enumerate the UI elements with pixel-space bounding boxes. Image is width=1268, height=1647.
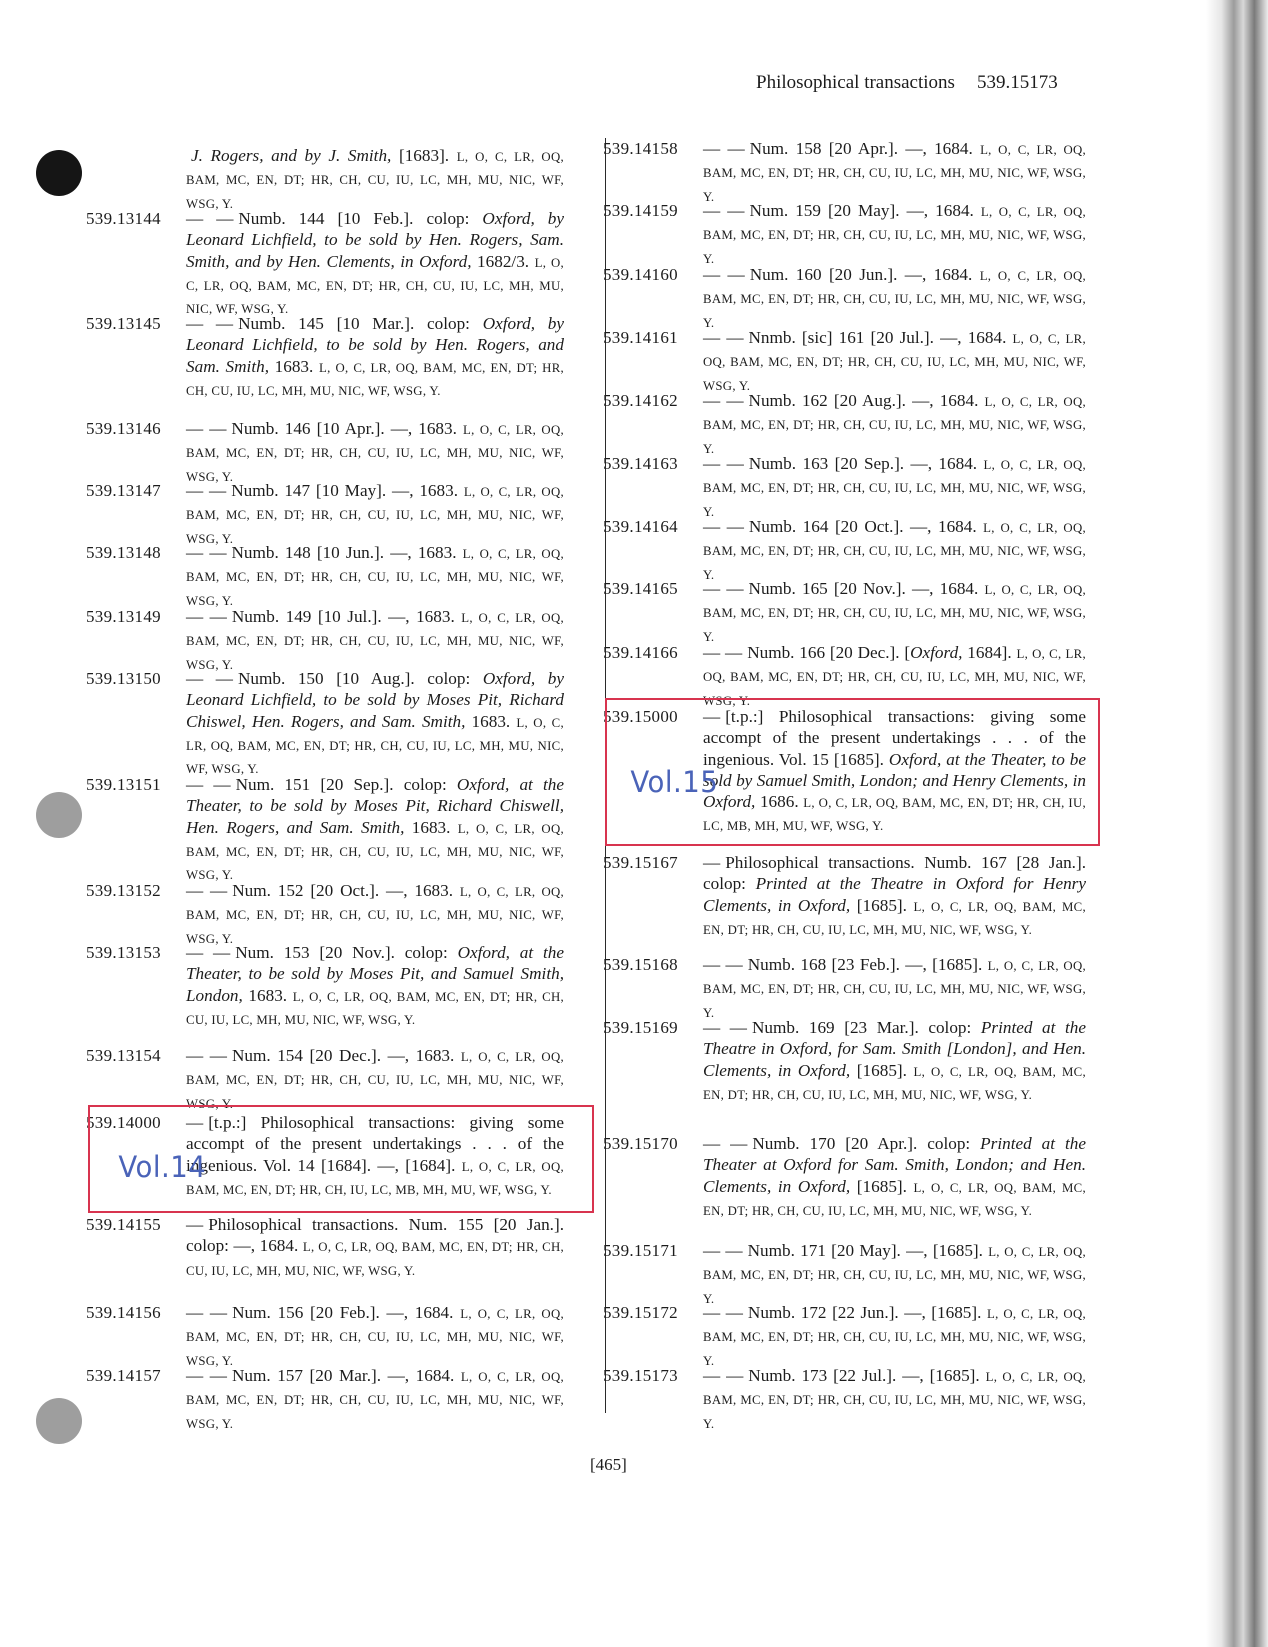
catalogue-entry bbox=[603, 264, 1086, 334]
entry-dash: — — bbox=[703, 1303, 743, 1322]
entry-number: 539.13148 bbox=[86, 543, 161, 562]
catalogue-entry bbox=[603, 1365, 1086, 1435]
entry-holdings: L, O, C, LR, OQ, BAM, MC, EN, DT; HR, CH, CU, IU, LC, MH, MU, NIC, WF, WSG, Y. bbox=[703, 583, 1086, 644]
entry-dash: — — bbox=[186, 943, 231, 962]
entry-title: Num. 160 [20 Jun.]. —, 1684. bbox=[749, 265, 973, 284]
catalogue-entry bbox=[86, 942, 564, 1031]
entry-text bbox=[703, 578, 1086, 648]
catalogue-entry bbox=[86, 145, 564, 215]
entry-dash: — — bbox=[703, 1366, 744, 1385]
catalogue-entry bbox=[603, 453, 1086, 523]
entry-text bbox=[703, 327, 1086, 397]
entry-holdings: L, O, C, LR, OQ, BAM, MC, EN, DT; HR, CH, CU, IU, LC, MH, MU, NIC, WF, WSG, Y. bbox=[703, 269, 1086, 330]
entry-text bbox=[703, 1365, 1086, 1435]
entry-text bbox=[186, 145, 564, 215]
catalogue-entry bbox=[86, 418, 564, 488]
catalogue-entry bbox=[86, 774, 564, 886]
entry-date: 1683. bbox=[269, 356, 314, 376]
entry-number: 539.14165 bbox=[603, 579, 678, 598]
entry-dash: — — bbox=[186, 209, 234, 228]
entry-imprint: J. Rogers, and by J. Smith, bbox=[191, 146, 392, 165]
entry-title: Numb. 164 [20 Oct.]. —, 1684. bbox=[748, 517, 977, 536]
catalogue-entry bbox=[86, 313, 564, 402]
handwritten-vol15-note: Vol.15 bbox=[630, 765, 719, 799]
entry-holdings: L, O, C, LR, OQ, BAM, MC, EN, DT; HR, CH, CU, IU, LC, MH, MU, NIC, WF, WSG, Y. bbox=[186, 423, 564, 484]
entry-text bbox=[186, 418, 564, 488]
entry-number: 539.14156 bbox=[86, 1303, 161, 1322]
entry-number: 539.13152 bbox=[86, 881, 161, 900]
entry-holdings: L, O, C, LR, OQ, BAM, MC, EN, DT; HR, CH, CU, IU, LC, MH, MU, NIC, WF, WSG, Y. bbox=[186, 485, 565, 546]
entry-holdings: L, O, C, LR, OQ, BAM, MC, EN, DT; HR, CH, CU, IU, LC, MH, MU, NIC, WF, WSG, Y. bbox=[703, 395, 1086, 456]
catalogue-entry bbox=[603, 516, 1086, 586]
entry-dash: — — bbox=[703, 139, 745, 158]
entry-number: 539.15170 bbox=[603, 1134, 678, 1153]
entry-date: 1686. bbox=[755, 792, 799, 812]
entry-text bbox=[703, 954, 1086, 1024]
catalogue-entry bbox=[603, 138, 1086, 208]
entry-text bbox=[186, 1365, 564, 1435]
entry-date: 1683. bbox=[404, 817, 451, 837]
catalogue-entry bbox=[86, 542, 564, 612]
entry-imprint: Oxford, bbox=[910, 643, 963, 662]
entry-number: 539.14162 bbox=[603, 391, 678, 410]
entry-title: Numb. 144 [10 Feb.]. colop: bbox=[238, 209, 483, 228]
entry-number: 539.13150 bbox=[86, 669, 161, 688]
entry-number: 539.14155 bbox=[86, 1215, 161, 1234]
entry-dash: — — bbox=[703, 391, 744, 410]
entry-holdings: L, O, C, LR, OQ, BAM, MC, EN, DT; HR, CH, CU, IU, LC, MH, MU, NIC, WF, WSG, Y. bbox=[703, 458, 1087, 519]
entry-imprint: Printed at the Theatre in Oxford for Henry Clements, in Oxford, bbox=[703, 874, 1086, 915]
entry-date: 1682/3. bbox=[471, 251, 530, 271]
entry-title: Numb. 168 [23 Feb.]. —, [1685]. bbox=[747, 955, 983, 974]
entry-number: 539.15172 bbox=[603, 1303, 678, 1322]
entry-title: Numb. 149 [10 Jul.]. —, 1683. bbox=[231, 607, 455, 626]
entry-title: [t.p.:] Philosophical transactions: giving some accompt of the present undertakings . . . of the ingenious. Vol. 15 [1685]. bbox=[703, 707, 1086, 769]
entry-holdings: L, O, C, LR, OQ, BAM, MC, EN, DT; HR, CH, CU, IU, LC, MH, MU, NIC, WF, WSG, Y. bbox=[703, 1307, 1086, 1368]
entry-holdings: L, O, C, LR, OQ, BAM, MC, EN, DT; HR, CH, CU, IU, LC, MH, MU, NIC, WF, WSG, Y. bbox=[186, 360, 565, 398]
entry-title: Numb. 145 [10 Mar.]. colop: bbox=[238, 314, 483, 333]
entry-number: 539.15167 bbox=[603, 853, 678, 872]
entry-dash: — — bbox=[186, 1366, 227, 1385]
entry-date: [1685]. bbox=[850, 895, 907, 915]
entry-holdings: L, O, C, LR, OQ, BAM, MC, EN, DT; HR, CH, CU, IU, LC, MH, MU, NIC, WF, WSG, Y. bbox=[186, 715, 565, 777]
entry-title: Numb. 173 [22 Jul.]. —, [1685]. bbox=[748, 1366, 980, 1385]
catalogue-entry bbox=[603, 390, 1086, 460]
entry-number: 539.14161 bbox=[603, 328, 678, 347]
entry-number: 539.13153 bbox=[86, 943, 161, 962]
punch-hole bbox=[36, 1398, 82, 1444]
entry-dash: — — bbox=[186, 881, 228, 900]
entry-dash: — bbox=[186, 1113, 204, 1132]
entry-text bbox=[186, 542, 564, 612]
entry-title: Numb. 165 [20 Nov.]. —, 1684. bbox=[748, 579, 979, 598]
entry-dash: — — bbox=[703, 328, 744, 347]
entry-dash: — — bbox=[703, 579, 744, 598]
entry-text bbox=[703, 264, 1086, 334]
entry-title: Num. 156 [20 Feb.]. —, 1684. bbox=[232, 1303, 454, 1322]
entry-text bbox=[703, 1133, 1086, 1222]
page-edge-shadow bbox=[1206, 0, 1268, 1647]
entry-text bbox=[703, 1240, 1086, 1310]
entry-title: [t.p.:] Philosophical transactions: giving some accompt of the present undertakings . . . of the ingenious. Vol. 14 [1684]. —, [1684]. bbox=[186, 1113, 564, 1175]
entry-holdings: L, O, C, LR, OQ, BAM, MC, EN, DT; HR, CH, CU, IU, LC, MH, MU, NIC, WF, WSG, Y. bbox=[186, 1240, 565, 1278]
entry-text bbox=[703, 390, 1086, 460]
entry-number: 539.13151 bbox=[86, 775, 161, 794]
entry-dash: — — bbox=[186, 1303, 228, 1322]
entry-date: 1683. bbox=[465, 711, 511, 731]
entry-date: 1684]. bbox=[962, 643, 1012, 662]
entry-holdings: L, O, C, LR, OQ, BAM, MC, EN, DT; HR, CH, CU, IU, LC, MH, MU, NIC, WF, WSG, Y. bbox=[703, 959, 1086, 1020]
entry-dash: — — bbox=[186, 669, 233, 688]
entry-title: Numb. 171 [20 May]. —, [1685]. bbox=[747, 1241, 983, 1260]
entry-text bbox=[186, 480, 564, 550]
entry-number: 539.14000 bbox=[86, 1113, 161, 1132]
entry-text bbox=[186, 1302, 564, 1372]
entry-number: 539.14158 bbox=[603, 139, 678, 158]
entry-imprint: Oxford, by Leonard Lichfield, to be sold by Hen. Rogers, and Sam. Smith, bbox=[186, 314, 565, 376]
entry-dash: — — bbox=[186, 481, 227, 500]
entry-number: 539.14157 bbox=[86, 1366, 161, 1385]
entry-dash: — bbox=[703, 853, 721, 872]
running-title: Philosophical transactions bbox=[756, 72, 955, 93]
entry-title: Num. 153 [20 Nov.]. colop: bbox=[235, 943, 458, 962]
entry-number: 539.14159 bbox=[603, 201, 678, 220]
entry-holdings: L, O, C, LR, OQ, BAM, MC, EN, DT; HR, CH, IU, LC, MB, MH, MU, WF, WSG, Y. bbox=[703, 796, 1087, 834]
entry-text bbox=[186, 942, 564, 1031]
entry-number: 539.14160 bbox=[603, 265, 678, 284]
punch-hole bbox=[36, 150, 82, 196]
entry-holdings: L, O, C, LR, OQ, BAM, MC, EN, DT; HR, CH, CU, IU, LC, MH, MU, NIC, WF, WSG, Y. bbox=[703, 205, 1087, 266]
catalogue-entry bbox=[86, 1365, 564, 1435]
entry-text bbox=[703, 453, 1086, 523]
entry-title: Numb. 162 [20 Aug.]. —, 1684. bbox=[748, 391, 979, 410]
entry-number: 539.15173 bbox=[603, 1366, 678, 1385]
entry-dash: — — bbox=[703, 643, 743, 662]
entry-number: 539.14163 bbox=[603, 454, 678, 473]
entry-text bbox=[703, 138, 1086, 208]
entry-text bbox=[703, 852, 1086, 941]
entry-title: Num. 157 [20 Mar.]. —, 1684. bbox=[231, 1366, 455, 1385]
entry-text bbox=[186, 1214, 564, 1282]
entry-dash: — — bbox=[186, 543, 227, 562]
entry-title: Num. 151 [20 Sep.]. colop: bbox=[235, 775, 457, 794]
page-number: [465] bbox=[590, 1455, 627, 1474]
entry-text bbox=[703, 1017, 1086, 1106]
entry-number: 539.13154 bbox=[86, 1046, 161, 1065]
punch-hole bbox=[36, 792, 82, 838]
entry-title: Num. 152 [20 Oct.]. —, 1683. bbox=[232, 881, 454, 900]
entry-holdings: L, O, C, LR, OQ, BAM, MC, EN, DT; HR, CH, CU, IU, LC, MH, MU, NIC, WF, WSG, Y. bbox=[186, 255, 565, 317]
catalogue-entry bbox=[86, 1214, 564, 1282]
entry-title: Numb. 147 [10 May]. —, 1683. bbox=[231, 481, 459, 500]
catalogue-entry bbox=[86, 480, 564, 550]
entry-title: Nnmb. [sic] 161 [20 Jul.]. —, 1684. bbox=[748, 328, 1007, 347]
catalogue-entry bbox=[603, 200, 1086, 270]
entry-number: 539.13149 bbox=[86, 607, 161, 626]
entry-date: [1685]. bbox=[850, 1060, 907, 1080]
entry-date: [1683]. bbox=[391, 146, 450, 165]
catalogue-entry bbox=[603, 852, 1086, 941]
entry-holdings: L, O, C, LR, OQ, BAM, MC, EN, DT; HR, CH, CU, IU, LC, MH, MU, NIC, WF, WSG, Y. bbox=[186, 611, 564, 672]
entry-holdings: L, O, C, LR, OQ, BAM, MC, EN, DT; HR, CH, CU, IU, LC, MH, MU, NIC, WF, WSG, Y. bbox=[703, 1370, 1087, 1431]
entry-holdings: L, O, C, LR, OQ, BAM, MC, EN, DT; HR, CH, CU, IU, LC, MH, MU, NIC, WF, WSG, Y. bbox=[703, 899, 1087, 937]
entry-dash: — — bbox=[703, 517, 744, 536]
handwritten-vol14-note: Vol.14 bbox=[118, 1150, 207, 1184]
entry-number: 539.13147 bbox=[86, 481, 161, 500]
entry-holdings: L, O, C, LR, OQ, BAM, MC, EN, DT; HR, CH, CU, IU, LC, MH, MU, NIC, WF, WSG, Y. bbox=[186, 885, 565, 946]
entry-dash: — — bbox=[186, 314, 234, 333]
entry-title: Numb. 170 [20 Apr.]. colop: bbox=[752, 1134, 981, 1153]
entry-holdings: L, O, C, LR, OQ, BAM, MC, EN, DT; HR, CH, CU, IU, LC, MH, MU, NIC, WF, WSG, Y. bbox=[186, 150, 565, 211]
catalogue-entry bbox=[603, 1017, 1086, 1106]
entry-holdings: L, O, C, LR, OQ, BAM, MC, EN, DT; HR, CH, IU, LC, MB, MH, MU, WF, WSG, Y. bbox=[186, 1159, 564, 1197]
entry-text bbox=[703, 1302, 1086, 1372]
entry-holdings: L, O, C, LR, OQ, BAM, MC, EN, DT; HR, CH, CU, IU, LC, MH, MU, NIC, WF, WSG, Y. bbox=[186, 989, 565, 1027]
entry-number: 539.15168 bbox=[603, 955, 678, 974]
entry-date: [1685]. bbox=[850, 1176, 907, 1196]
entry-imprint: Oxford, at the Theater, to be sold by Samuel Smith, London; and Henry Clements, in Oxford, bbox=[703, 749, 1086, 812]
entry-title: Numb. 169 [23 Mar.]. colop: bbox=[751, 1018, 981, 1037]
entry-dash: — — bbox=[186, 419, 227, 438]
entry-holdings: L, O, C, LR, OQ, BAM, MC, EN, DT; HR, CH, CU, IU, LC, MH, MU, NIC, WF, WSG, Y. bbox=[703, 647, 1086, 708]
entry-imprint: Oxford, at the Theater, to be sold by Moses Pit, Richard Chiswell, Hen. Rogers, and Sam. Smith, bbox=[186, 775, 564, 837]
entry-holdings: L, O, C, LR, OQ, BAM, MC, EN, DT; HR, CH, CU, IU, LC, MH, MU, NIC, WF, WSG, Y. bbox=[703, 1245, 1086, 1306]
entry-imprint: Oxford, by Leonard Lichfield, to be sold by Hen. Rogers, Sam. Smith, and by Hen. Clements, in Oxford, bbox=[186, 209, 564, 271]
catalogue-entry bbox=[603, 327, 1086, 397]
entry-title: Numb. 148 [10 Jun.]. —, 1683. bbox=[231, 543, 457, 562]
entry-holdings: L, O, C, LR, OQ, BAM, MC, EN, DT; HR, CH, CU, IU, LC, MH, MU, NIC, WF, WSG, Y. bbox=[703, 1064, 1087, 1102]
entry-holdings: L, O, C, LR, OQ, BAM, MC, EN, DT; HR, CH, CU, IU, LC, MH, MU, NIC, WF, WSG, Y. bbox=[186, 1050, 565, 1111]
entry-number: 539.15000 bbox=[603, 707, 678, 726]
entry-title: Num. 159 [20 May]. —, 1684. bbox=[749, 201, 974, 220]
entry-holdings: L, O, C, LR, OQ, BAM, MC, EN, DT; HR, CH, CU, IU, LC, MH, MU, NIC, WF, WSG, Y. bbox=[703, 332, 1086, 393]
entry-title: Num. 158 [20 Apr.]. —, 1684. bbox=[749, 139, 973, 158]
entry-holdings: L, O, C, LR, OQ, BAM, MC, EN, DT; HR, CH, CU, IU, LC, MH, MU, NIC, WF, WSG, Y. bbox=[703, 521, 1087, 582]
entry-dash: — — bbox=[703, 201, 745, 220]
entry-text bbox=[186, 880, 564, 950]
entry-date: 1683. bbox=[242, 985, 288, 1005]
entry-title: Numb. 166 [20 Dec.]. [ bbox=[747, 643, 911, 662]
entry-number: 539.13146 bbox=[86, 419, 161, 438]
entry-holdings: L, O, C, LR, OQ, BAM, MC, EN, DT; HR, CH, CU, IU, LC, MH, MU, NIC, WF, WSG, Y. bbox=[186, 1307, 565, 1368]
entry-number: 539.14164 bbox=[603, 517, 678, 536]
catalogue-entry bbox=[86, 208, 564, 320]
entry-text bbox=[186, 774, 564, 886]
entry-holdings: L, O, C, LR, OQ, BAM, MC, EN, DT; HR, CH, CU, IU, LC, MH, MU, NIC, WF, WSG, Y. bbox=[186, 547, 565, 608]
running-header bbox=[756, 72, 1086, 94]
entry-imprint: Printed at the Theater at Oxford for Sam. Smith, London; and Hen. Clements, in Oxford, bbox=[703, 1134, 1086, 1196]
catalogue-entry bbox=[86, 668, 564, 780]
catalogue-entry bbox=[86, 880, 564, 950]
entry-number: 539.15169 bbox=[603, 1018, 678, 1037]
entry-imprint: Oxford, by Leonard Lichfield, to be sold by Moses Pit, Richard Chiswel, Hen. Rogers, and Sam. Smith, bbox=[186, 669, 564, 731]
entry-dash: — — bbox=[703, 1241, 743, 1260]
entry-holdings: L, O, C, LR, OQ, BAM, MC, EN, DT; HR, CH, CU, IU, LC, MH, MU, NIC, WF, WSG, Y. bbox=[703, 143, 1087, 204]
entry-text bbox=[186, 668, 564, 780]
entry-text bbox=[186, 208, 564, 320]
entry-title: Numb. 150 [10 Aug.]. colop: bbox=[237, 669, 483, 688]
entry-text bbox=[703, 516, 1086, 586]
entry-dash: — — bbox=[703, 265, 745, 284]
entry-text bbox=[703, 200, 1086, 270]
entry-dash: — — bbox=[186, 775, 231, 794]
catalogue-entry bbox=[86, 606, 564, 676]
catchword: 539.15173 bbox=[976, 72, 1058, 93]
entry-title: Numb. 146 [10 Apr.]. —, 1683. bbox=[231, 419, 457, 438]
entry-number: 539.13144 bbox=[86, 209, 161, 228]
entry-dash: — — bbox=[703, 454, 744, 473]
entry-dash: — — bbox=[703, 1018, 747, 1037]
entry-number: 539.13145 bbox=[86, 314, 161, 333]
entry-imprint: Oxford, at the Theater, to be sold by Moses Pit, and Samuel Smith, London, bbox=[186, 943, 565, 1005]
entry-holdings: L, O, C, LR, OQ, BAM, MC, EN, DT; HR, CH, CU, IU, LC, MH, MU, NIC, WF, WSG, Y. bbox=[186, 821, 564, 883]
entry-dash: — — bbox=[703, 1134, 748, 1153]
catalogue-entry bbox=[603, 1133, 1086, 1222]
entry-dash: — — bbox=[703, 955, 743, 974]
entry-title: Numb. 163 [20 Sep.]. —, 1684. bbox=[748, 454, 978, 473]
entry-title: Num. 154 [20 Dec.]. —, 1683. bbox=[231, 1046, 455, 1065]
catalogue-entry bbox=[603, 1240, 1086, 1310]
entry-imprint: Printed at the Theatre in Oxford, for Sam. Smith [London], and Hen. Clements, in Oxford, bbox=[703, 1018, 1087, 1080]
entry-number: 539.14166 bbox=[603, 643, 678, 662]
entry-title: Philosophical transactions. Num. 155 [20 Jan.]. colop: —, 1684. bbox=[186, 1215, 564, 1256]
catalogue-entry bbox=[603, 578, 1086, 648]
catalogue-entry bbox=[603, 1302, 1086, 1372]
entry-text bbox=[186, 313, 564, 402]
entry-title: Numb. 172 [22 Jun.]. —, [1685]. bbox=[747, 1303, 982, 1322]
entry-holdings: L, O, C, LR, OQ, BAM, MC, EN, DT; HR, CH, CU, IU, LC, MH, MU, NIC, WF, WSG, Y. bbox=[186, 1370, 565, 1431]
entry-dash: — — bbox=[186, 607, 227, 626]
entry-number: 539.15171 bbox=[603, 1241, 678, 1260]
entry-dash: — — bbox=[186, 1046, 227, 1065]
entry-dash: — bbox=[186, 1215, 204, 1234]
entry-holdings: L, O, C, LR, OQ, BAM, MC, EN, DT; HR, CH, CU, IU, LC, MH, MU, NIC, WF, WSG, Y. bbox=[703, 1180, 1087, 1218]
entry-dash: — bbox=[703, 707, 721, 726]
catalogue-entry bbox=[603, 954, 1086, 1024]
entry-title: Philosophical transactions. Numb. 167 [28 Jan.]. colop: bbox=[703, 853, 1086, 894]
catalogue-entry bbox=[86, 1302, 564, 1372]
entry-text bbox=[186, 606, 564, 676]
